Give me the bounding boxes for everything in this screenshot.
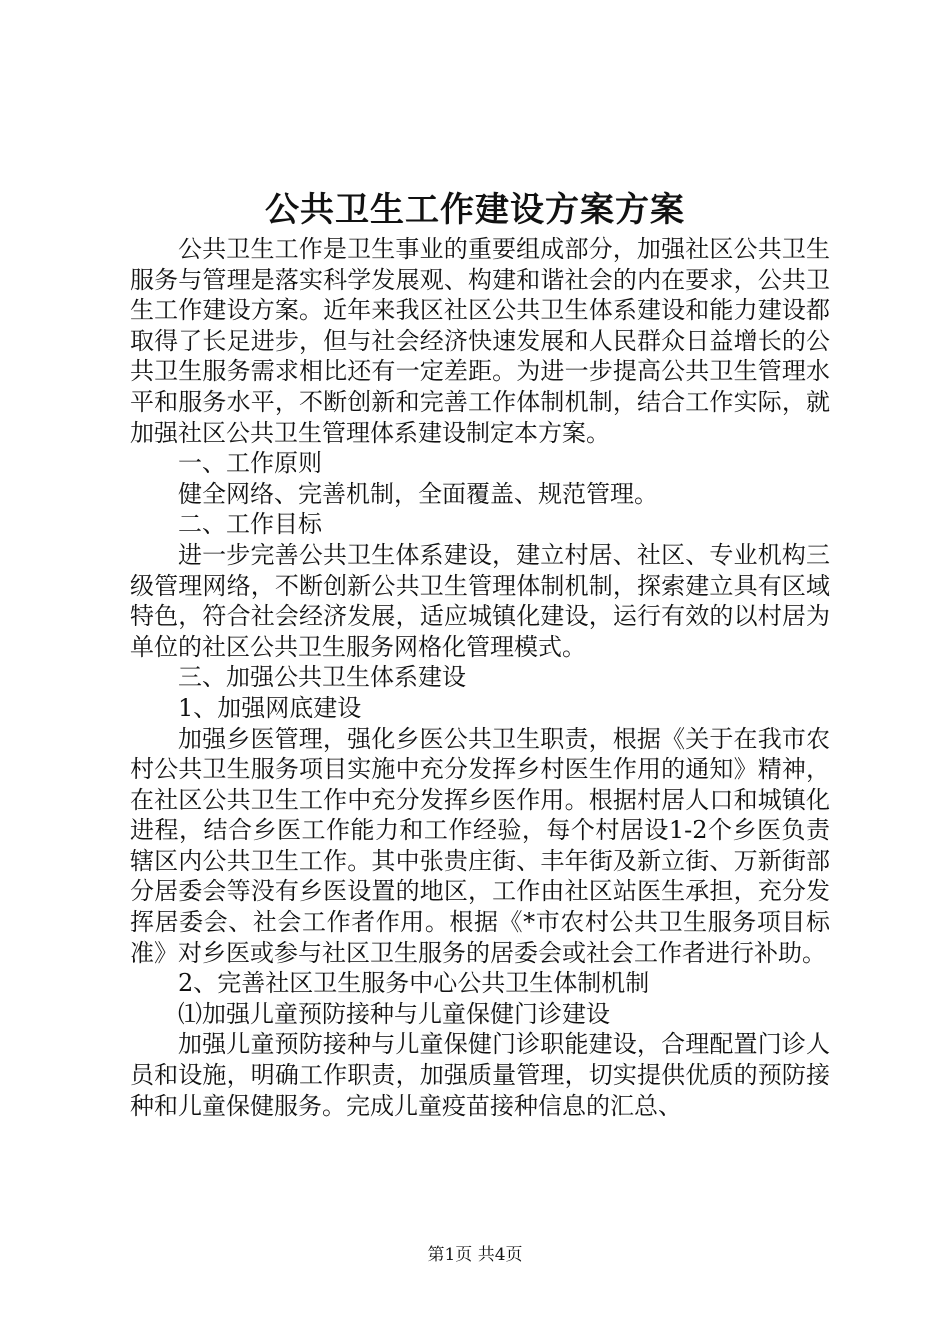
paragraph-principles: 健全网络、完善机制，全面覆盖、规范管理。 <box>178 479 658 508</box>
document-body <box>130 234 830 1121</box>
paragraph-village-doctors: 加强乡医管理，强化乡医公共卫生职责，根据《关于在我市农村公共卫生服务项目实施中充分发挥乡村医生作用的通知》精神，在社区公共卫生工作中充分发挥乡医作用。根据村居人口和城镇化进程，结合乡医工作能力和工作经验，每个村居设1-2个乡医负责辖区内公共卫生工作。其中张贵庄街、丰年街及新立街、万新街部分居委会等没有乡医设置的地区，工作由社区站医生承担，充分发挥居委会、社会工作者作用。根据《*市农村公共卫生服务项目标准》对乡医或参与社区卫生服务的居委会或社会工作者进行补助。 <box>130 724 830 967</box>
paragraph-intro: 公共卫生工作是卫生事业的重要组成部分，加强社区公共卫生服务与管理是落实科学发展观、构建和谐社会的内在要求，公共卫生工作建设方案。近年来我区社区公共卫生体系建设和能力建设都取得了长足进步，但与社会经济快速发展和人民群众日益增长的公共卫生服务需求相比还有一定差距。为进一步提高公共卫生管理水平和服务水平，不断创新和完善工作体制机制，结合工作实际，就加强社区公共卫生管理体系建设制定本方案。 <box>130 235 830 447</box>
heading-system-building: 三、加强公共卫生体系建设 <box>178 663 466 692</box>
page-footer: 第1页 共4页 <box>427 1245 523 1265</box>
subheading-network-base: 1、加强网底建设 <box>178 693 362 722</box>
heading-work-principles: 一、工作原则 <box>178 449 322 478</box>
paragraph-child-vaccination: 加强儿童预防接种与儿童保健门诊职能建设，合理配置门诊人员和设施，明确工作职责，加强质量管理，切实提供优质的预防接种和儿童保健服务。完成儿童疫苗接种信息的汇总、 <box>130 1030 830 1120</box>
document-title: 公共卫生工作建设方案方案 <box>265 190 685 230</box>
subheading-service-center: 2、完善社区卫生服务中心公共卫生体制机制 <box>178 969 650 998</box>
subheading-child-vaccination: ⑴加强儿童预防接种与儿童保健门诊建设 <box>178 999 610 1028</box>
paragraph-goals: 进一步完善公共卫生体系建设，建立村居、社区、专业机构三级管理网络，不断创新公共卫生管理体制机制，探索建立具有区域特色，符合社会经济发展，适应城镇化建设，运行有效的以村居为单位的社区公共卫生服务网格化管理模式。 <box>130 540 830 661</box>
heading-work-goals: 二、工作目标 <box>178 510 322 539</box>
